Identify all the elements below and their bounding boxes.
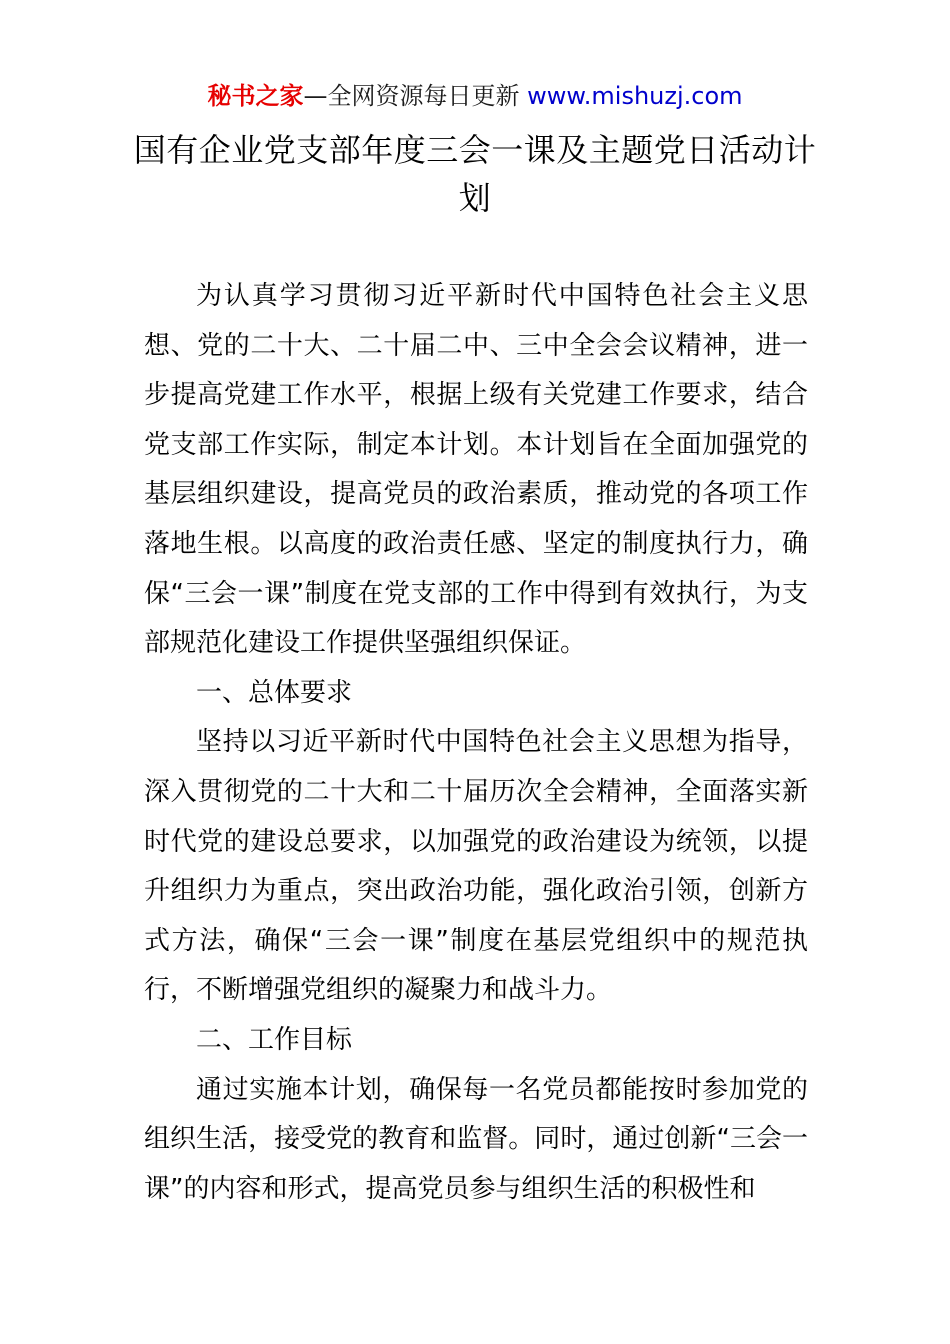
watermark-header — [0, 80, 950, 112]
section-heading-general-requirements: 一、总体要求 — [196, 677, 353, 708]
paragraph-work-goals: 通过实施本计划，确保每一名党员都能按时参加党的组织生活，接受党的教育和监督。同时，通过创新“三会一课”的内容和形式，提高党员参与组织生活的积极性和 — [144, 1074, 808, 1204]
site-url: www.mishuzj.com — [527, 82, 743, 110]
section-heading-work-goals: 二、工作目标 — [196, 1024, 353, 1055]
header-tagline: —全网资源每日更新 — [303, 82, 528, 110]
brand-name: 秘书之家 — [207, 82, 304, 110]
document-body — [144, 272, 808, 1214]
document-title: 国有企业党支部年度三会一课及主题党日活动计划 — [133, 131, 817, 217]
paragraph-intro: 为认真学习贯彻习近平新时代中国特色社会主义思想、党的二十大、二十届二中、三中全会会议精神，进一步提高党建工作水平，根据上级有关党建工作要求，结合党支部工作实际，制定本计划。本计划旨在全面加强党的基层组织建设，提高党员的政治素质，推动党的各项工作落地生根。以高度的政治责任感、坚定的制度执行力，确保“三会一课”制度在党支部的工作中得到有效执行，为支部规范化建设工作提供坚强组织保证。 — [144, 281, 808, 659]
paragraph-general-requirements: 坚持以习近平新时代中国特色社会主义思想为指导，深入贯彻党的二十大和二十届历次全会精神，全面落实新时代党的建设总要求，以加强党的政治建设为统领，以提升组织力为重点，突出政治功能，强化政治引领，创新方式方法，确保“三会一课”制度在基层党组织中的规范执行，不断增强党组织的凝聚力和战斗力。 — [144, 727, 808, 1006]
